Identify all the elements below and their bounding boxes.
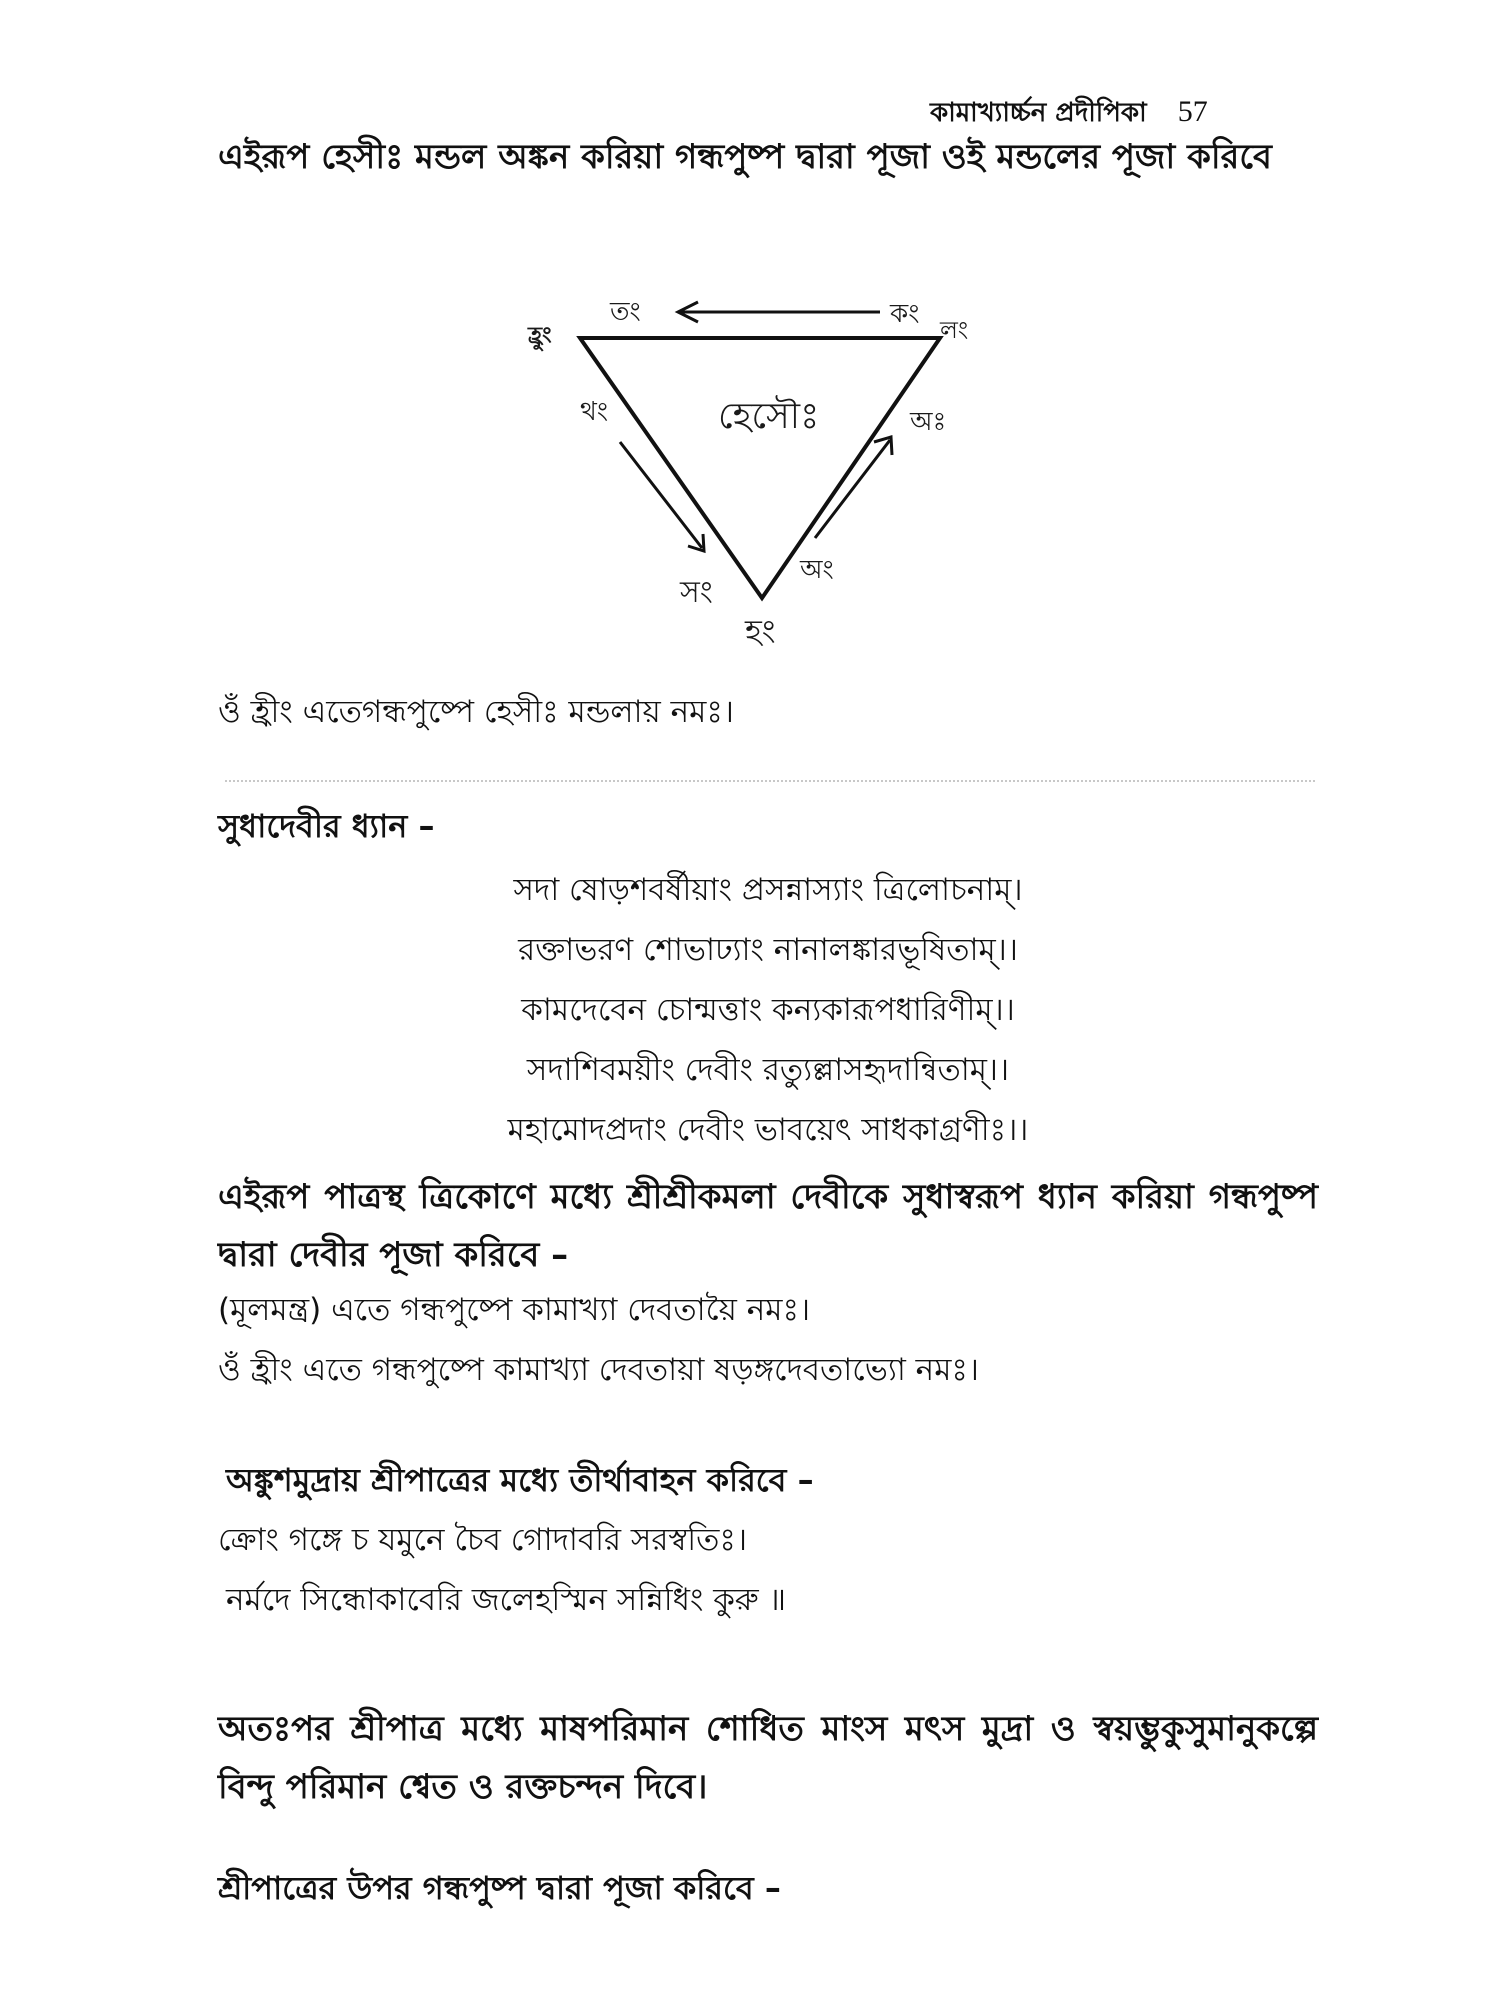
intro-paragraph: এইরূপ হেসীঃ মন্ডল অঙ্কন করিয়া গন্ধপুষ্প দ্বারা পূজা ওই মন্ডলের পূজা করিবে	[218, 137, 1272, 177]
section-divider	[225, 780, 1315, 782]
worship-paragraph: এইরূপ পাত্রস্থ ত্রিকোণে মধ্যে শ্রীশ্রীকমলা দেবীকে সুধাস্বরূপ ধ্যান করিয়া গন্ধপুষ্প দ্বারা দেবীর পূজা করিবে –	[218, 1177, 1318, 1275]
mantra-mula: (মূলমন্ত্র) এতে গন্ধপুষ্পে কামাখ্যা দেবতায়ৈ নমঃ।	[218, 1292, 811, 1328]
final-instruction: শ্রীপাত্রের উপর গন্ধপুষ্প দ্বারা পূজা করিবে –	[218, 1869, 781, 1907]
label-top-right-b: লং	[940, 316, 969, 344]
label-bottom-right: অং	[800, 555, 834, 585]
label-top-right-a: কং	[890, 299, 920, 329]
page-number: 57	[1177, 95, 1208, 128]
dhyana-verse: রক্তাভরণ শোভাঢ্যাং নানালঙ্কারভূষিতাম্।।	[518, 932, 1018, 968]
dhyana-verse: সদাশিবময়ীং দেবীং রত্যুল্লাসহৃদান্বিতাম্।।	[526, 1052, 1010, 1088]
label-top-left: হ্রুং	[528, 323, 552, 348]
label-bottom: হং	[745, 612, 776, 650]
label-left-side: থং	[580, 397, 609, 427]
book-title: কামাখ্যার্চ্চন প্রদীপিকা	[930, 98, 1147, 128]
dhyana-verse: মহামোদপ্রদাং দেবীং ভাবয়েৎ সাধকাগ্রণীঃ।।	[507, 1112, 1029, 1148]
label-right-side: অঃ	[910, 407, 947, 437]
arrow-right	[815, 440, 890, 538]
center-bija: হেসৌঃ	[718, 396, 820, 437]
offering-paragraph: অতঃপর শ্রীপাত্র মধ্যে মাষপরিমান শোধিত মাংস মৎস মুদ্রা ও স্বয়ম্ভুকুসুমানুকল্পে বিন্দু পরিমান শ্বেত ও রক্তচন্দন দিবে।	[218, 1709, 1318, 1807]
dhyana-heading: সুধাদেবীর ধ্যান –	[218, 807, 435, 845]
mandala-diagram	[490, 280, 1010, 660]
tirtha-verse: ক্রোং গঙ্গে চ যমুনে চৈব গোদাবরি সরস্বতিঃ।	[218, 1522, 748, 1558]
ankusha-heading: অঙ্কুশমুদ্রায় শ্রীপাত্রের মধ্যে তীর্থাবাহন করিবে –	[226, 1461, 814, 1499]
mantra-shadanga: ওঁ হ্রীং এতে গন্ধপুষ্পে কামাখ্যা দেবতায়া ষড়ঙ্গদেবতাভ্যো নমঃ।	[218, 1352, 980, 1388]
label-bottom-left: সং	[680, 575, 713, 610]
mantra-mandala: ওঁ হ্রীং এতেগন্ধপুষ্পে হেসীঃ মন্ডলায় নমঃ।	[218, 694, 734, 730]
tirtha-verse: নর্মদে সিন্ধোকাবেরি জলেহস্মিন সন্নিধিং কুরু ॥	[226, 1582, 787, 1618]
mandala-triangle	[580, 338, 940, 598]
label-top-mid: তং	[610, 297, 641, 327]
dhyana-verse: কামদেবেন চোন্মত্তাং কন্যকারূপধারিণীম্।।	[521, 992, 1015, 1028]
dhyana-verse: সদা ষোড়শবর্ষীয়াং প্রসন্নাস্যাং ত্রিলোচনাম্।	[513, 872, 1023, 908]
